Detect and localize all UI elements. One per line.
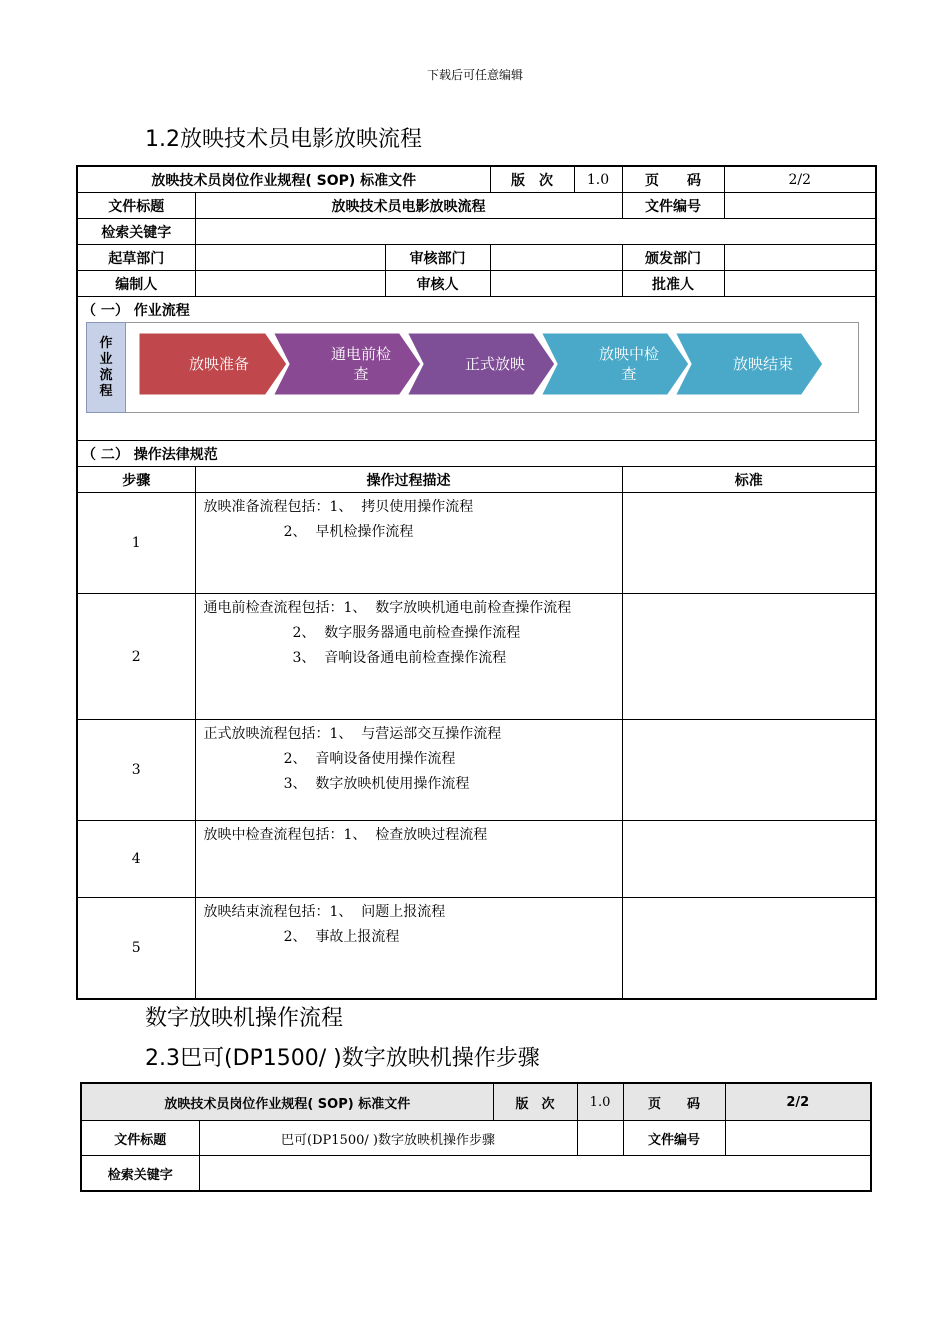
flow-side-char: 流 [99,367,113,383]
regs-section-label: （ 二） 操作法律规范 [77,441,876,467]
flow-step-label: 通电前检 查 [330,345,391,383]
reg-row [77,594,876,720]
title-label: 文件标题 [77,193,195,219]
flow-step-2 [272,332,422,396]
col-std-header: 标准 [622,467,876,493]
reg-step-number: 4 [77,821,195,898]
section-title-projection-flow: 1.2放映技术员电影放映流程 [145,127,422,152]
flow-step-5 [674,332,824,396]
author-label: 编制人 [77,271,195,297]
sop2-docno-value [725,1121,871,1156]
reg-step-number: 3 [77,720,195,821]
sop2-version-value: 1.0 [577,1083,623,1121]
docno-label: 文件编号 [622,193,724,219]
version-label: 版 次 [490,166,574,193]
sop-table [76,165,877,1000]
approver-label: 批准人 [622,271,724,297]
sop2-docno-label: 文件编号 [623,1121,725,1156]
sop2-doc-name: 放映技术员岗位作业规程( SOP) 标准文件 [81,1083,493,1121]
flow-cell [77,322,876,441]
sop-table-2 [80,1082,872,1192]
reg-step-description: 通电前检查流程包括：1、 数字放映机通电前检查操作流程 2、 数字服务器通电前检查操作流程 3、 音响设备通电前检查操作流程 [195,594,622,720]
flow-side-label [86,322,126,413]
col-step-header [77,467,195,493]
sop2-page-value: 2/2 [725,1083,871,1121]
flow-step-4 [540,332,690,396]
reg-step-standard [622,493,876,594]
review-dept-label: 审核部门 [385,245,490,271]
draft-dept-label: 起草部门 [77,245,195,271]
reviewer-label: 审核人 [385,271,490,297]
keyword-value [195,219,876,245]
flow-step-label: 放映结束 [732,355,793,373]
sop2-version-label: 版 次 [493,1083,577,1121]
reg-step-standard [622,898,876,1000]
reg-step-description: 放映中检查流程包括：1、 检查放映过程流程 [195,821,622,898]
sop2-keyword-value [199,1156,871,1192]
approver-value [724,271,876,297]
reg-step-standard [622,720,876,821]
flow-step-1 [138,332,288,396]
sop-doc-name: 放映技术员岗位作业规程( SOP) 标准文件 [77,166,490,193]
header-note: 下载后可任意编辑 [426,68,523,82]
sop2-spacer [577,1121,623,1156]
sop2-keyword-label: 检索关键字 [81,1156,199,1192]
reg-step-number: 5 [77,898,195,1000]
reg-step-number: 1 [77,493,195,594]
sop2-title-label: 文件标题 [81,1121,199,1156]
page-value: 2/2 [724,166,876,193]
flow-step-label: 正式放映 [464,355,525,373]
flow-step-label: 放映准备 [188,355,249,373]
reg-row [77,720,876,821]
reg-step-description: 正式放映流程包括：1、 与营运部交互操作流程 2、 音响设备使用操作流程 3、 数字放映机使用操作流程 [195,720,622,821]
col-desc-header: 操作过程描述 [195,467,622,493]
reg-step-description: 放映准备流程包括：1、 拷贝使用操作流程 2、 早机检操作流程 [195,493,622,594]
author-value [195,271,385,297]
flow-step-3 [406,332,556,396]
issue-dept-label: 颁发部门 [622,245,724,271]
flow-section-label: （ 一） 作业流程 [77,297,876,323]
reg-step-standard [622,594,876,720]
flow-step-label: 放映中检 查 [598,345,659,383]
review-dept-value [490,245,622,271]
reg-row [77,493,876,594]
reg-row [77,898,876,1000]
keyword-label: 检索关键字 [77,219,195,245]
col-step-header-text: 步骤 [122,472,151,489]
reviewer-value [490,271,622,297]
reg-step-standard [622,821,876,898]
flow-side-char: 程 [99,383,113,399]
page-label: 页 码 [622,166,724,193]
draft-dept-value [195,245,385,271]
reg-row [77,821,876,898]
sop2-page-label: 页 码 [623,1083,725,1121]
flow-side-char: 作 [99,335,113,351]
reg-step-number: 2 [77,594,195,720]
doc-title: 放映技术员电影放映流程 [195,193,622,219]
section-title-digital-projector: 数字放映机操作流程 [145,1006,344,1031]
issue-dept-value [724,245,876,271]
docno-value [724,193,876,219]
flow-diagram [78,322,875,414]
version-value: 1.0 [574,166,622,193]
sop2-doc-title: 巴可(DP1500/ )数字放映机操作步骤 [199,1121,577,1156]
reg-step-description: 放映结束流程包括：1、 问题上报流程 2、 事故上报流程 [195,898,622,1000]
section-title-barco-steps: 2.3巴可(DP1500/ )数字放映机操作步骤 [145,1046,540,1071]
flow-side-char: 业 [99,351,113,367]
